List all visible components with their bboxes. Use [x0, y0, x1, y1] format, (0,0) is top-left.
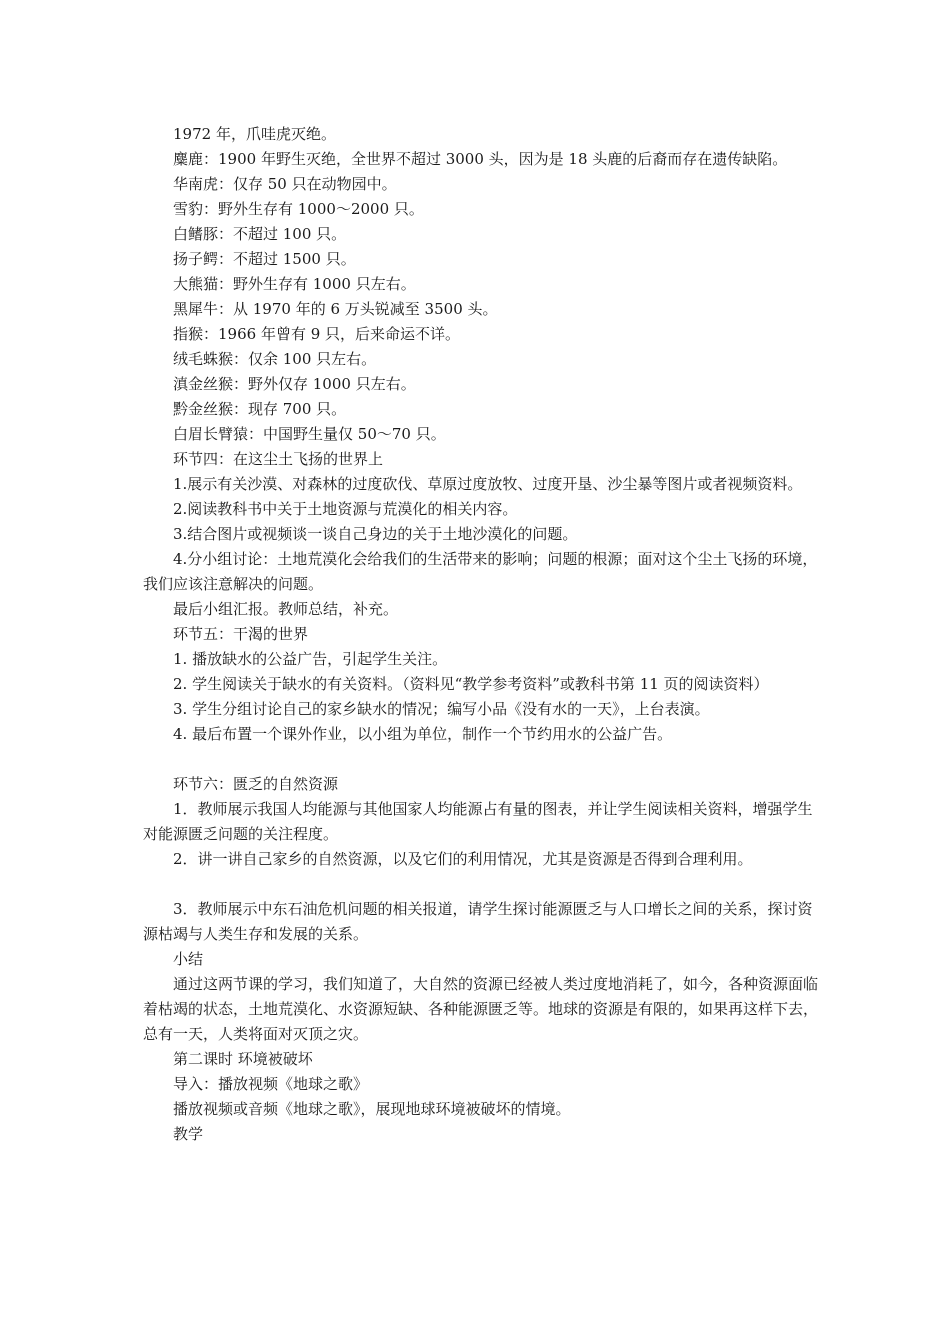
paragraph: 1. 播放缺水的公益广告，引起学生关注。: [173, 650, 448, 668]
paragraph: 导入：播放视频《地球之歌》: [173, 1075, 369, 1093]
paragraph: 1.展示有关沙漠、对森林的过度砍伐、草原过度放牧、过度开垦、沙尘暴等图片或者视频资料。: [173, 475, 803, 493]
paragraph: 白眉长臂猿：中国野生量仅 50～70 只。: [173, 425, 446, 443]
section-heading: 环节四：在这尘土飞扬的世界上: [173, 450, 384, 468]
paragraph: 3．教师展示中东石油危机问题的相关报道，请学生探讨能源匮乏与人口增长之间的关系，探讨资源枯竭与人类生存和发展的关系。: [143, 900, 813, 943]
paragraph: 教学: [173, 1125, 204, 1143]
document-body: [143, 122, 823, 1147]
blank-line: [143, 872, 823, 897]
paragraph: 4. 最后布置一个课外作业，以小组为单位，制作一个节约用水的公益广告。: [173, 725, 673, 743]
paragraph: 播放视频或音频《地球之歌》，展现地球环境被破坏的情境。: [173, 1100, 571, 1118]
paragraph: 麋鹿：1900 年野生灭绝，全世界不超过 3000 头，因为是 18 头鹿的后裔而存在遗传缺陷。: [173, 150, 788, 168]
paragraph: 1972 年，爪哇虎灭绝。: [173, 125, 336, 143]
paragraph: 大熊猫：野外生存有 1000 只左右。: [173, 275, 416, 293]
paragraph: 2.阅读教科书中关于土地资源与荒漠化的相关内容。: [173, 500, 518, 518]
paragraph: 黑犀牛：从 1970 年的 6 万头锐减至 3500 头。: [173, 300, 498, 318]
paragraph: 指猴：1966 年曾有 9 只，后来命运不详。: [173, 325, 461, 343]
paragraph: 4.分小组讨论：土地荒漠化会给我们的生活带来的影响；问题的根源；面对这个尘土飞扬的环境，我们应该注意解决的问题。: [143, 550, 818, 593]
paragraph: 黔金丝猴：现存 700 只。: [173, 400, 347, 418]
paragraph: 1．教师展示我国人均能源与其他国家人均能源占有量的图表，并让学生阅读相关资料，增强学生对能源匮乏问题的关注程度。: [143, 800, 813, 843]
paragraph: 华南虎：仅存 50 只在动物园中。: [173, 175, 397, 193]
paragraph: 3.结合图片或视频谈一谈自己身边的关于土地沙漠化的问题。: [173, 525, 578, 543]
paragraph: 2．讲一讲自己家乡的自然资源，以及它们的利用情况，尤其是资源是否得到合理利用。: [173, 850, 753, 868]
paragraph: 滇金丝猴：野外仅存 1000 只左右。: [173, 375, 416, 393]
section-heading: 环节五：干渴的世界: [173, 625, 309, 643]
section-heading: 第二课时 环境被破坏: [173, 1050, 313, 1068]
paragraph: 扬子鳄：不超过 1500 只。: [173, 250, 356, 268]
paragraph: 2. 学生阅读关于缺水的有关资料。（资料见“教学参考资料”或教科书第 11 页的阅读资料）: [173, 675, 769, 693]
blank-line: [143, 747, 823, 772]
paragraph: 绒毛蛛猴：仅余 100 只左右。: [173, 350, 377, 368]
paragraph: 最后小组汇报。教师总结，补充。: [173, 600, 399, 618]
paragraph: 雪豹：野外生存有 1000～2000 只。: [173, 200, 424, 218]
paragraph: 通过这两节课的学习，我们知道了，大自然的资源已经被人类过度地消耗了，如今，各种资源面临着枯竭的状态，土地荒漠化、水资源短缺、各种能源匮乏等。地球的资源是有限的，如果再这样下去，总有一天，人类将面对灭顶之灾。: [143, 975, 819, 1043]
paragraph: 白鳍豚：不超过 100 只。: [173, 225, 347, 243]
section-heading: 环节六：匮乏的自然资源: [173, 775, 339, 793]
section-heading: 小结: [173, 950, 204, 968]
paragraph: 3. 学生分组讨论自己的家乡缺水的情况；编写小品《没有水的一天》，上台表演。: [173, 700, 710, 718]
